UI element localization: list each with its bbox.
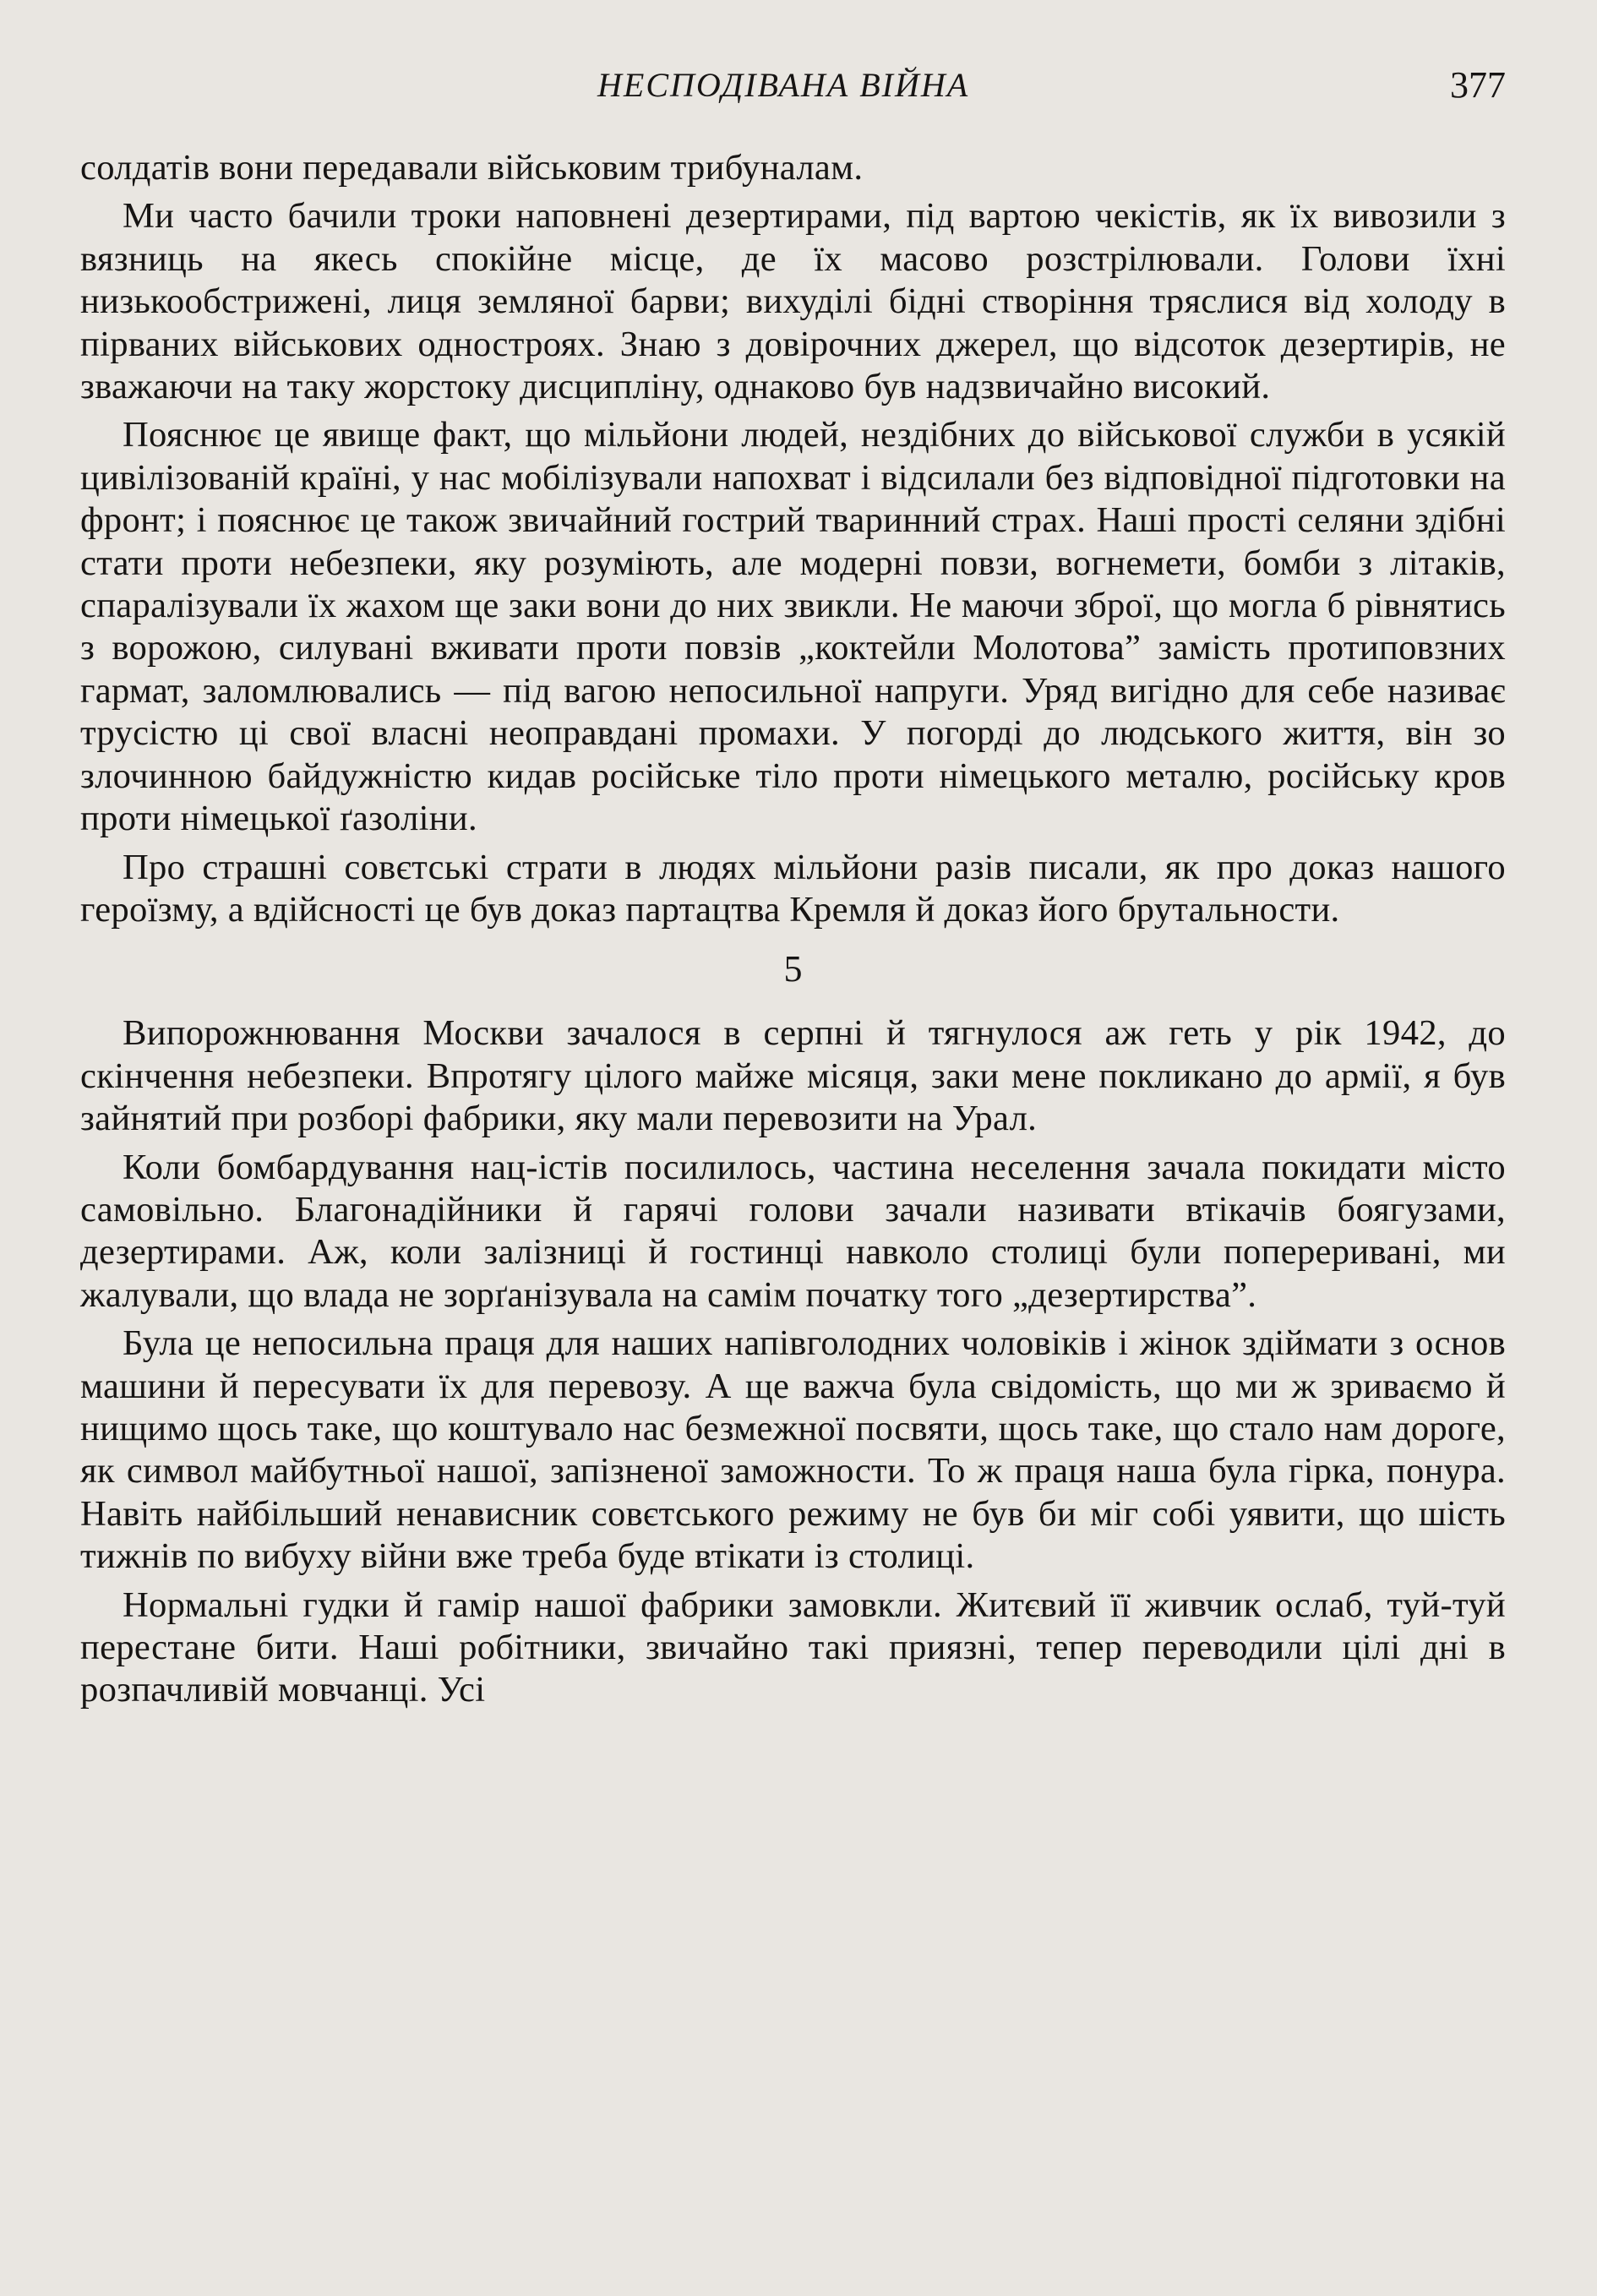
paragraph: Нормальні гудки й гамір нашої фабрики замовкли. Житєвий її живчик ослаб, туй-туй перестане бити. Наші робітники, звичайно такі приязні, тепер переводили цілі дні в розпачливій мовчанці. Усі xyxy=(80,1584,1506,1710)
paragraph: Випорожнювання Москви зачалося в серпні й тягнулося аж геть у рік 1942, до скінчення небезпеки. Впротягу цілого майже місяця, заки мене покликано до армії, я був зайнятий при розборі фабрики, яку мали перевозити на Урал. xyxy=(80,1013,1506,1139)
paragraph: Ми часто бачили троки наповнені дезертирами, під вартою чекістів, як їх вивозили з вязниць на якесь спокійне місце, де їх масово розстрілювали. Голови їхні низькообстрижені, лиця земляної барви; вихуділі бідні створіння тряслися від холоду в пірваних військових одностроях. Знаю з довірочних джерел, що відсоток дезертирів, не зважаючи на таку жорстоку дисципліну, однаково був надзвичайно високий. xyxy=(80,196,1506,407)
paragraph: Була це непосильна праця для наших напівголодних чоловіків і жінок здіймати з основ машини й пересувати їх для перевозу. А ще важча була свідомість, що ми ж зриваємо й нищимо щось таке, що коштувало нас безмежної посвяти, щось таке, що стало нам дороге, як символ майбутньої нашої, запізненої заможности. То ж праця наша була гірка, понура. Навіть найбільший ненависник совєтського режиму не був би міг собі уявити, що шість тижнів по вибуху війни вже треба буде втікати із столиці. xyxy=(80,1323,1506,1577)
page-header xyxy=(80,59,1506,112)
paragraph: Про страшні совєтські страти в людях мільйони разів писали, як про доказ нашого героїзму, а вдійсності це був доказ партацтва Кремля й доказ його брутальности. xyxy=(80,847,1506,930)
paragraph: Пояснює це явище факт, що мільйони людей, нездібних до військової служби в усякій цивілізованій країні, у нас мобілізували напохват і відсилали без відповідної підготовки на фронт; і пояснює це також звичайний гострий тваринний страх. Наші прості селяни здібні стати проти небезпеки, яку розуміють, але модерні повзи, вогнемети, бомби з літаків, спаралізували їх жахом ще заки вони до них звикли. Не маючи зброї, що могла б рівнятись з ворожою, силувані вживати проти повзів „коктейли Молотова” замість протиповзних гармат, заломлювались — під вагою непосильної напруги. Уряд вигідно для себе називає трусістю ці свої власні неоправдані промахи. У погорді до людського життя, він зо злочинною байдужністю кидав російське тіло проти німецького металю, російську кров проти німецької ґазоліни. xyxy=(80,415,1506,839)
paragraph: Коли бомбардування нац-істів посилилось, частина неселення зачала покидати місто самовільно. Благонадійники й гарячі голови зачали називати втікачів боягузами, дезертирами. Аж, коли залізниці й гостинці навколо столиці були попереривані, ми жалували, що влада не зорґанізувала на самім початку того „дезертирства”. xyxy=(80,1147,1506,1315)
page-number: 377 xyxy=(1450,64,1506,106)
body-text xyxy=(80,147,1506,1712)
paragraph: солдатів вони передавали військовим трибуналам. xyxy=(80,148,864,188)
section-number: 5 xyxy=(783,948,803,990)
running-title: НЕСПОДІВАНА ВІЙНА xyxy=(597,66,970,104)
